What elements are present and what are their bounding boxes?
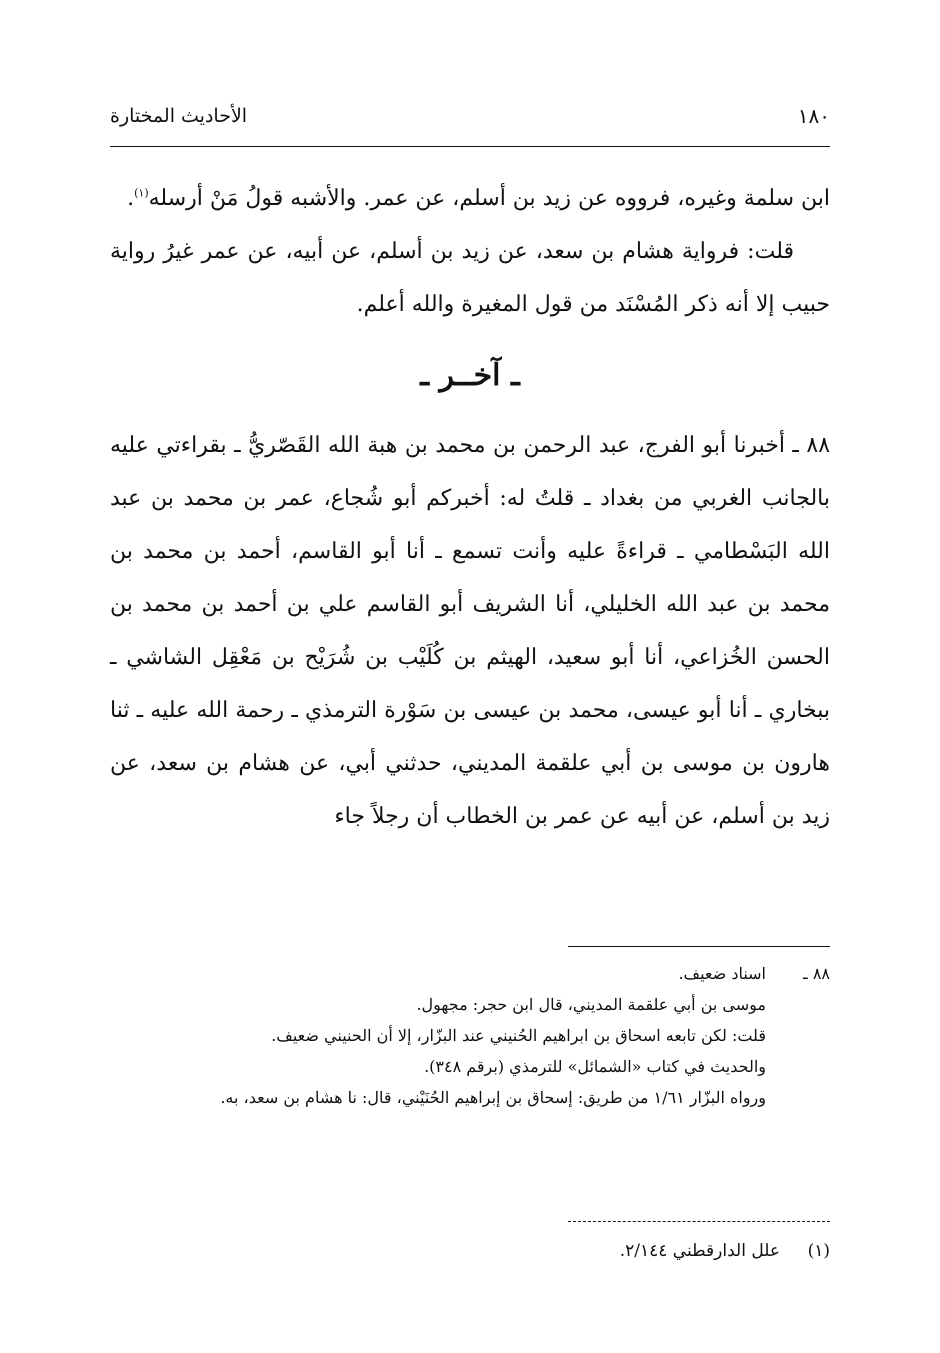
footnote-rule bbox=[568, 946, 830, 947]
footnote-line: ورواه البزّار ١/٦١ من طريق: إسحاق بن إبراهيم الحُنَيْني، قال: نا هشام بن سعد، به. bbox=[220, 1088, 766, 1107]
running-head bbox=[110, 98, 830, 134]
hadith-text: ٨٨ ـ أخبرنا أبو الفرج، عبد الرحمن بن محمد بن هبة الله القَصّريُّ ـ بقراءتي عليه بالجانب الغربي من بغداد ـ قلتُ له: أخبركم أبو شُجاع، عمر بن محمد بن عبد الله البَسْطامي ـ قراءةً عليه وأنت تسمع ـ أنا أبو القاسم، أحمد بن محمد بن محمد بن عبد الله الخليلي، أنا الشريف أبو القاسم علي بن أحمد بن محمد بن الحسن الخُزاعي، أنا أبو سعيد، الهيثم بن كُلَيْب بن شُرَيْح بن مَعْقِل الشاشي ـ ببخاري ـ أنا أبو عيسى، محمد بن عيسى بن سَوْرة الترمذي ـ رحمة الله عليه ـ ثنا هارون بن موسى بن أبي علقمة المديني، حدثني أبي، عن هشام بن سعد، عن زيد بن أسلم، عن أبيه عن عمر بن الخطاب أن رجلاً جاء bbox=[110, 433, 831, 829]
footnote-line: والحديث في كتاب «الشمائل» للترمذي (برقم ٣٤٨). bbox=[424, 1057, 766, 1076]
endnotes bbox=[110, 1235, 830, 1267]
paragraph-1-text: ابن سلمة وغيره، فرووه عن زيد بن أسلم، عن عمر. والأشبه قولُ مَنْ أرسله bbox=[148, 186, 830, 211]
footnotes bbox=[110, 958, 830, 1113]
endnote-number: (١) bbox=[807, 1241, 830, 1261]
endnote-1 bbox=[110, 1235, 830, 1267]
footnote-body bbox=[110, 958, 766, 1113]
header-rule bbox=[110, 146, 830, 147]
footnote-88 bbox=[110, 958, 830, 1113]
paragraph-2: قلت: فرواية هشام بن سعد، عن زيد بن أسلم، عن أبيه، عن عمر غيرُ رواية حبيب إلا أنه ذكر المُسْنَد من قول المغيرة والله أعلم. bbox=[110, 239, 830, 317]
footnote-line: اسناد ضعيف. bbox=[678, 964, 766, 983]
footnote-ref-1[interactable]: (١) bbox=[134, 186, 149, 200]
book-title: الأحاديث المختارة bbox=[110, 105, 248, 127]
footnote-number: ٨٨ ـ bbox=[803, 964, 830, 983]
section-heading: ـ آخــر ـ bbox=[420, 358, 520, 393]
paragraph-1-end: . bbox=[127, 186, 135, 211]
paragraph-1 bbox=[110, 172, 830, 225]
hadith-88 bbox=[110, 419, 830, 843]
endnote-text: علل الدارقطني ٢/١٤٤. bbox=[619, 1241, 780, 1261]
footnote-line: موسى بن أبي علقمة المديني، قال ابن حجر: مجهول. bbox=[416, 995, 766, 1014]
footnote-line: قلت: لكن تابعه اسحاق بن ابراهيم الحُنيني عند البزّار، إلا أن الحنيني ضعيف. bbox=[271, 1026, 766, 1045]
page-number: ١٨٠ bbox=[797, 104, 830, 128]
endnote-divider bbox=[568, 1221, 830, 1222]
main-text bbox=[110, 172, 830, 843]
